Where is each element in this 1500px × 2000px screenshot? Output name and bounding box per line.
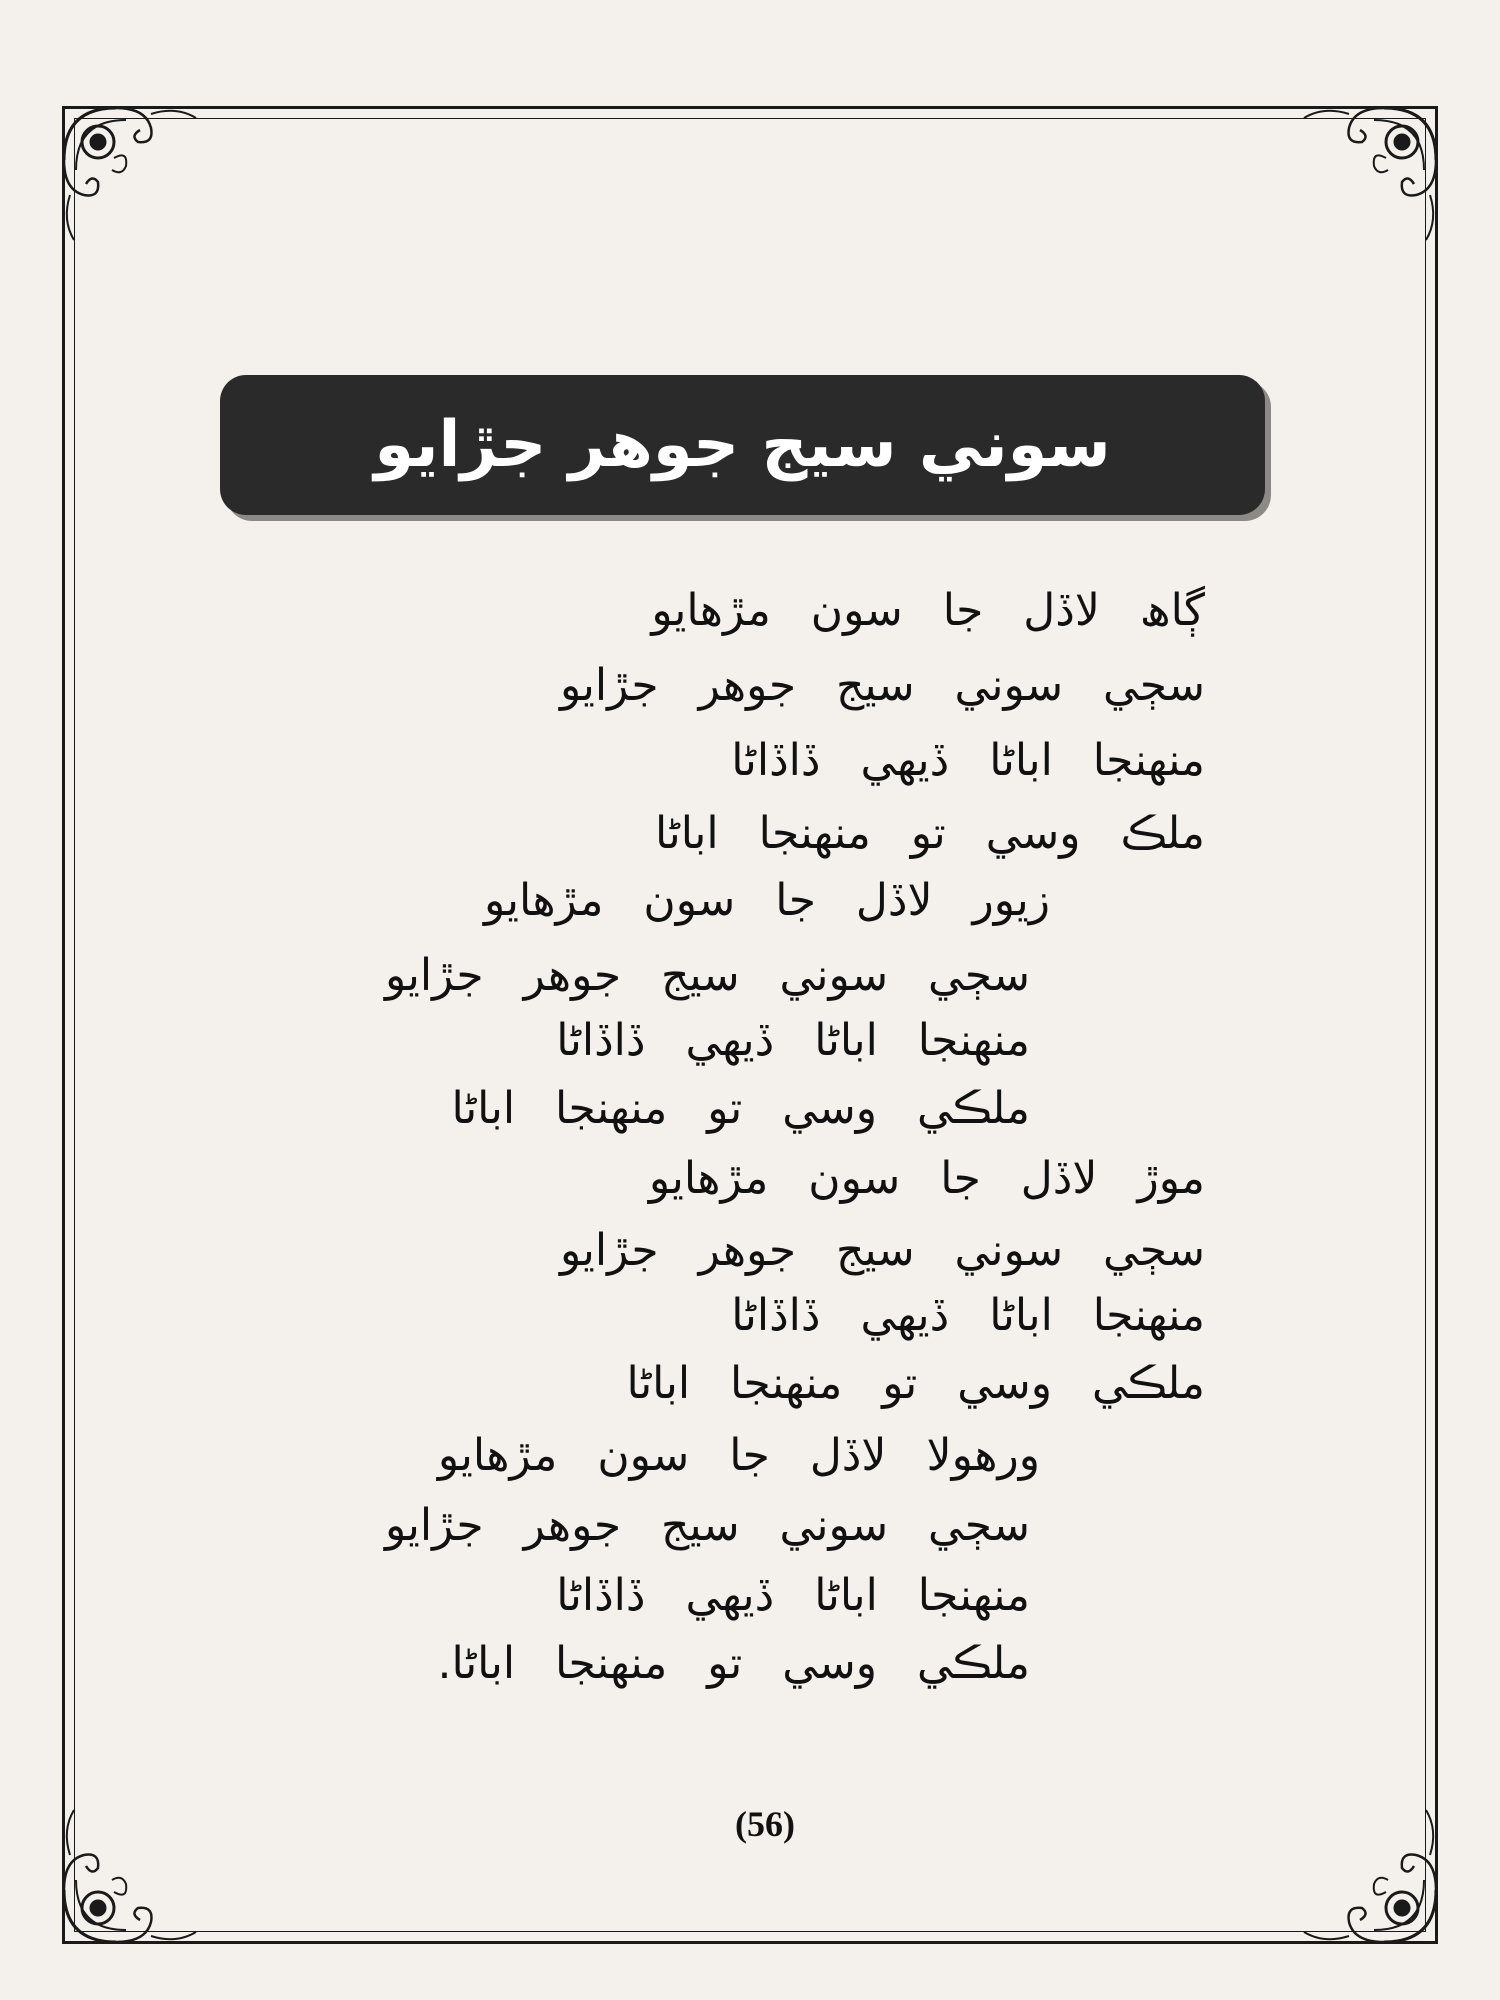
verse-line: منهنجا اباڻا ڏيهي ڏاڏاڻا (731, 1290, 1205, 1341)
verse-line: سڄي سوني سيج جوهر جڙايو (384, 950, 1030, 1001)
verse-line: منهنجا اباڻا ڏيهي ڏاڏاڻا (556, 1015, 1030, 1066)
corner-ornament-bottom-left (56, 1800, 206, 1950)
verse-line: سڄي سوني سيج جوهر جڙايو (559, 660, 1205, 711)
verse-line: منهنجا اباڻا ڏيهي ڏاڏاڻا (556, 1570, 1030, 1621)
corner-ornament-top-right (1294, 100, 1444, 250)
verse-line: ملڪي وسي تو منهنجا اباڻا (626, 1358, 1205, 1409)
verse-line: ملڪ وسي تو منهنجا اباڻا (655, 808, 1205, 859)
verse-line: زيور لاڏل جا سون مڙهايو (483, 875, 1050, 926)
verse-line: ملڪي وسي تو منهنجا اباڻا. (437, 1638, 1030, 1689)
page-number: (56) (735, 1804, 795, 1844)
verse-line: ملڪي وسي تو منهنجا اباڻا (451, 1083, 1030, 1134)
verse-line: ورهولا لاڏل جا سون مڙهايو (437, 1430, 1040, 1481)
poem-title: سوني سيج جوهر جڙايو (374, 408, 1111, 482)
verse-line: سڄي سوني سيج جوهر جڙايو (384, 1500, 1030, 1551)
title-banner (220, 375, 1265, 515)
verse-line: سڄي سوني سيج جوهر جڙايو (559, 1225, 1205, 1276)
verse-line: موڙ لاڏل جا سون مڙهايو (648, 1153, 1205, 1204)
verse-line: منهنجا اباڻا ڏيهي ڏاڏاڻا (731, 735, 1205, 786)
corner-ornament-bottom-right (1294, 1800, 1444, 1950)
corner-ornament-top-left (56, 100, 206, 250)
verse-line: ڳاھ لاڏل جا سون مڙھايو (651, 585, 1205, 636)
